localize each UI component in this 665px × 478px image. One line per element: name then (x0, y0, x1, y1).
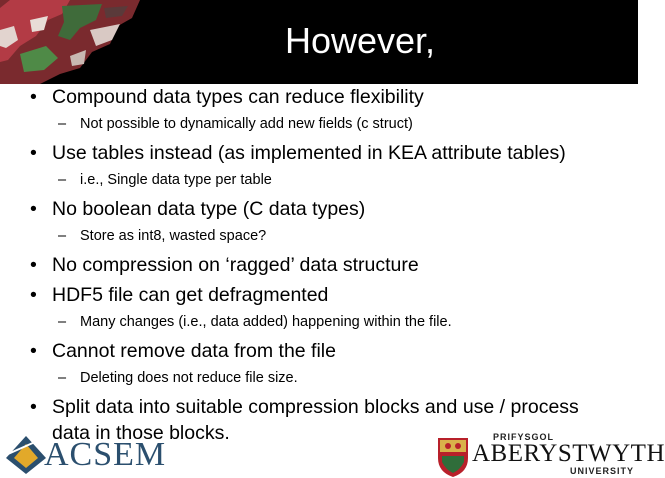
bullet-marker: • (30, 86, 37, 108)
bullet-text: No boolean data type (C data types) (52, 198, 366, 220)
sub-bullet-marker: – (58, 228, 67, 244)
aberystwyth-university-text: UNIVERSITY (570, 466, 635, 476)
sub-bullet-marker: – (58, 116, 67, 132)
sub-bullet-item (58, 226, 618, 246)
sub-bullet-text: Not possible to dynamically add new fields (c struct) (80, 116, 413, 132)
bullet-text: Cannot remove data from the file (52, 340, 336, 362)
sub-bullet-item (58, 114, 618, 134)
aberystwyth-prifysgol-text: PRIFYSGOL (493, 432, 555, 442)
bullet-marker: • (30, 396, 37, 418)
bullet-text: Use tables instead (as implemented in KEA attribute tables) (52, 142, 566, 164)
sub-bullet-text: Store as int8, wasted space? (80, 228, 267, 244)
bullet-item (30, 196, 620, 222)
bullet-text: Compound data types can reduce flexibility (52, 86, 424, 108)
bullet-marker: • (30, 198, 37, 220)
title-bar (0, 0, 638, 84)
bullet-item (30, 252, 620, 278)
sub-bullet-text: i.e., Single data type per table (80, 172, 272, 188)
bullet-marker: • (30, 254, 37, 276)
acsem-logo-text: ACSEM (44, 436, 167, 473)
sub-bullet-marker: – (58, 370, 67, 386)
slide-title: However, (284, 20, 436, 61)
sub-bullet-text: Many changes (i.e., data added) happening within the file. (80, 314, 452, 330)
satellite-image-thumbnail (0, 0, 145, 84)
bullet-item (30, 338, 620, 364)
bullet-text: HDF5 file can get defragmented (52, 284, 329, 306)
bullet-marker: • (30, 142, 37, 164)
bullet-item (30, 282, 620, 308)
bullet-text: Split data into suitable compression blocks and use / process data in those blocks. (52, 396, 579, 444)
bullet-text: No compression on ‘ragged’ data structure (52, 254, 419, 276)
sub-bullet-marker: – (58, 314, 67, 330)
sub-bullet-marker: – (58, 172, 67, 188)
bullet-marker: • (30, 284, 37, 306)
bullet-item (30, 140, 620, 166)
sub-bullet-item (58, 170, 618, 190)
sub-bullet-item (58, 312, 618, 332)
bullet-marker: • (30, 340, 37, 362)
aberystwyth-name-text: ABERYSTWYTH (472, 440, 665, 467)
sub-bullet-item (58, 368, 618, 388)
sub-bullet-text: Deleting does not reduce file size. (80, 370, 298, 386)
bullet-item (30, 84, 620, 110)
